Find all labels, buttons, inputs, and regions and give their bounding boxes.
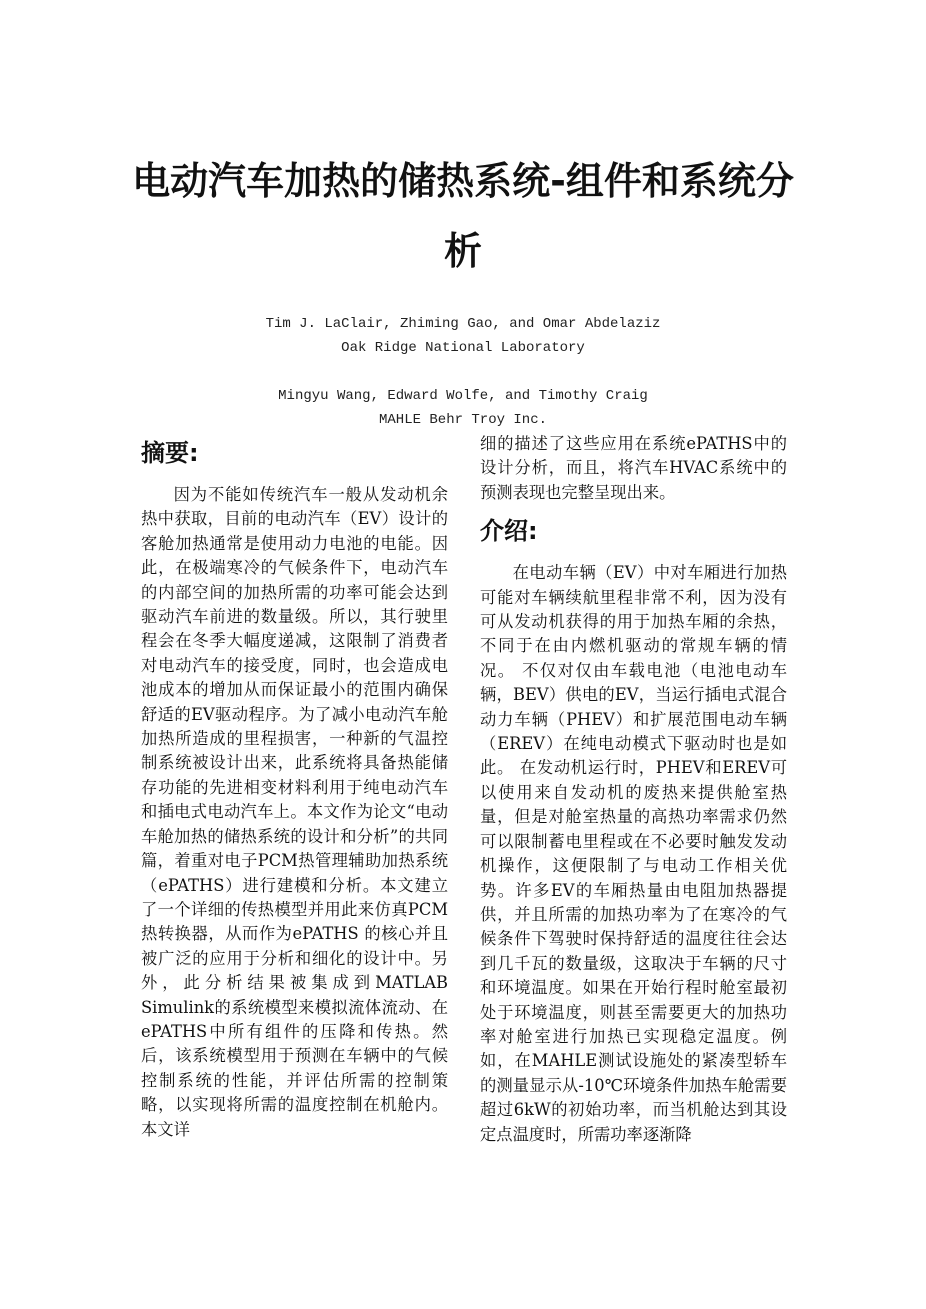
abstract-paragraph: 因为不能如传统汽车一般从发动机余热中获取，目前的电动汽车（EV）设计的客舱加热通常是使用动力电池的电能。因此，在极端寒冷的气候条件下，电动汽车的内部空间的加热所需的功率可能会达到驱动汽车前进的数量级。所以，其行驶里程会在冬季大幅度递减，这限制了消费者对电动汽车的接受度，同时，也会造成电池成本的增加从而保证最小的范围内确保舒适的EV驱动程序。为了减小电动汽车舱加热所造成的里程损害，一种新的气温控制系统被设计出来，此系统将具备热能储存功能的先进相变材料利用于纯电动汽车和插电式电动汽车上。本文作为论文“电动车舱加热的储热系统的设计和分析”的共同篇，着重对电子PCM热管理辅助加热系统（ePATHS）进行建模和分析。本文建立了一个详细的传热模型并用此来仿真PCM热转换器，从而作为ePATHS 的核心并且被广泛的应用于分析和细化的设计中。另外，此分析结果被集成到MATLAB Simulink的系统模型来模拟流体流动、在ePATHS中所有组件的压降和传热。然后，该系统模型用于预测在车辆中的气候控制系统的性能，并评估所需的控制策略，以实现将所需的温度控制在机舱内。本文详 [141, 485, 448, 1139]
abstract-heading: 摘要: [141, 439, 199, 467]
author-block-2 [140, 384, 786, 432]
author-affiliation: Oak Ridge National Laboratory [341, 340, 585, 356]
introduction-heading: 介绍: [480, 517, 538, 546]
author-names: Tim J. LaClair, Zhiming Gao, and Omar Abdelaziz [265, 316, 661, 332]
author-names: Mingyu Wang, Edward Wolfe, and Timothy Craig [278, 388, 648, 404]
left-column [141, 437, 448, 1142]
author-affiliation: MAHLE Behr Troy Inc. [378, 412, 548, 428]
paper-title: 电动汽车加热的储热系统-组件和系统分析 [132, 159, 794, 273]
author-block-1 [140, 312, 786, 360]
introduction-paragraph: 在电动车辆（EV）中对车厢进行加热可能对车辆续航里程非常不利，因为没有可从发动机获得的用于加热车厢的余热，不同于在由内燃机驱动的常规车辆的情况。 不仅对仅由车载电池（电池电动车辆，BEV）供电的EV，当运行插电式混合动力车辆（PHEV）和扩展范围电动车辆（EREV）在纯电动模式下驱动时也是如此。 在发动机运行时，PHEV和EREV可以使用来自发动机的废热来提供舱室热量，但是对舱室热量的高热功率需求仍然可以限制蓄电里程或在不必要时触发发动机操作，这便限制了与电动工作相关优势。许多EV的车厢热量由电阻加热器提供，并且所需的加热功率为了在寒冷的气候条件下驾驶时保持舒适的温度往往会达到几千瓦的数量级，这取决于车辆的尺寸和环境温度。如果在开始行程时舱室最初处于环境温度，则甚至需要更大的加热功率对舱室进行加热已实现稳定温度。例如，在MAHLE测试设施处的紧凑型轿车的测量显示从-10℃环境条件加热车舱需要超过6kW的初始功率，而当机舱达到其设定点温度时，所需功率逐渐降 [480, 563, 787, 1144]
abstract-continuation: 细的描述了这些应用在系统ePATHS中的设计分析，而且，将汽车HVAC系统中的预测表现也完整呈现出来。 [480, 434, 787, 502]
right-column [480, 432, 787, 1147]
